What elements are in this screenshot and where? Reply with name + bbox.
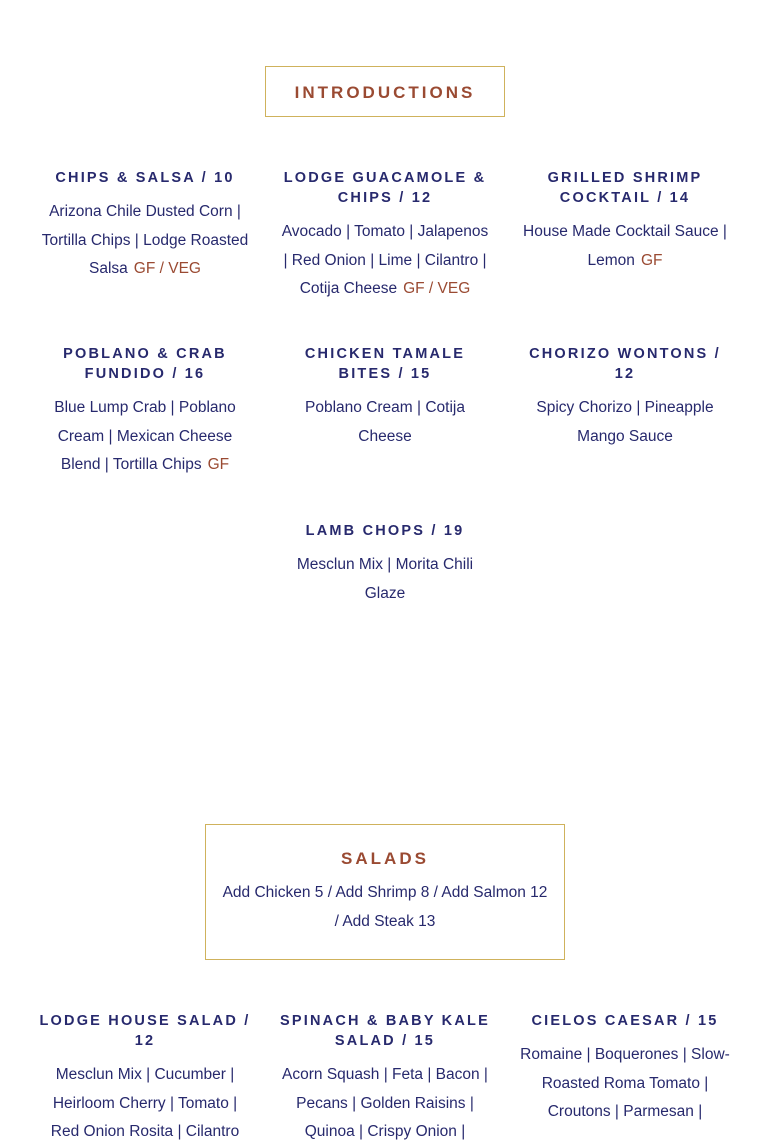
menu-item-spinach-baby-kale-salad: [265, 1011, 505, 1147]
menu-item-description: Spicy Chorizo | Pineapple Mango Sauce: [536, 399, 714, 445]
menu-item-description: Mesclun Mix | Morita Chili Glaze: [296, 556, 474, 602]
menu-item-description: Romaine | Boquerones | Slow-Roasted Roma Tomato | Croutons | Parmesan |: [520, 1046, 730, 1121]
menu-item-grilled-shrimp-cocktail: [505, 168, 745, 304]
menu-item-description: Arizona Chile Dusted Corn | Tortilla Chips | Lodge Roasted Salsa GF / VEG: [41, 203, 249, 278]
dietary-tag: GF: [640, 251, 663, 269]
menu-item-description: Poblano Cream | Cotija Cheese: [305, 399, 465, 445]
section-title-introductions: INTRODUCTIONS: [294, 83, 476, 102]
menu-item-chips-salsa: [25, 168, 265, 304]
menu-item-title: CHIPS & SALSA / 10: [55, 170, 235, 186]
dietary-tag: GF / VEG: [403, 280, 471, 298]
menu-item-chorizo-wontons: [505, 344, 745, 480]
menu-item-lodge-house-salad: [25, 1011, 265, 1147]
menu-item-title: CHICKEN TAMALE BITES / 15: [304, 346, 466, 382]
salads-grid-row-1: [25, 1011, 745, 1147]
menu-item-title: LAMB CHOPS / 19: [305, 523, 465, 539]
menu-item-description: Blue Lump Crab | Poblano Cream | Mexican Cheese Blend | Tortilla Chips GF: [54, 399, 236, 474]
menu-item-description: Mesclun Mix | Cucumber | Heirloom Cherry | Tomato | Red Onion Rosita | Cilantro: [50, 1066, 240, 1141]
menu-item-chicken-tamale-bites: [265, 344, 505, 480]
menu-item-lodge-guacamole: [265, 168, 505, 304]
section-title-salads: SALADS: [341, 849, 429, 868]
salad-addons: Add Chicken 5 / Add Shrimp 8 / Add Salmon 12 / Add Steak 13: [222, 884, 548, 930]
menu-item-title: GRILLED SHRIMP COCKTAIL / 14: [547, 170, 703, 206]
dietary-tag: GF / VEG: [133, 260, 201, 278]
menu-item-title: POBLANO & CRAB FUNDIDO / 16: [63, 346, 227, 382]
menu-item-description: Avocado | Tomato | Jalapenos | Red Onion | Lime | Cilantro | Cotija Cheese GF / VEG: [281, 223, 489, 298]
menu-item-title: SPINACH & BABY KALE SALAD / 15: [280, 1013, 490, 1049]
introductions-header: [265, 66, 505, 117]
menu-item-lamb-chops: [265, 521, 505, 608]
introductions-grid-row-1: [25, 168, 745, 304]
introductions-grid-row-3: [25, 521, 745, 608]
introductions-grid-row-2: [25, 344, 745, 480]
menu-item-title: LODGE HOUSE SALAD / 12: [39, 1013, 251, 1049]
menu-item-title: CIELOS CAESAR / 15: [531, 1013, 719, 1029]
menu-item-cielos-caesar: [505, 1011, 745, 1147]
menu-item-poblano-crab-fundido: [25, 344, 265, 480]
menu-item-description: Acorn Squash | Feta | Bacon | Pecans | Golden Raisins | Quinoa | Crispy Onion |: [282, 1066, 488, 1141]
menu-item-title: CHORIZO WONTONS / 12: [529, 346, 721, 382]
menu-item-description: House Made Cocktail Sauce | Lemon GF: [523, 223, 727, 269]
dietary-tag: GF: [207, 456, 230, 474]
menu-item-title: LODGE GUACAMOLE & CHIPS / 12: [283, 170, 487, 206]
salads-header: [205, 824, 565, 960]
